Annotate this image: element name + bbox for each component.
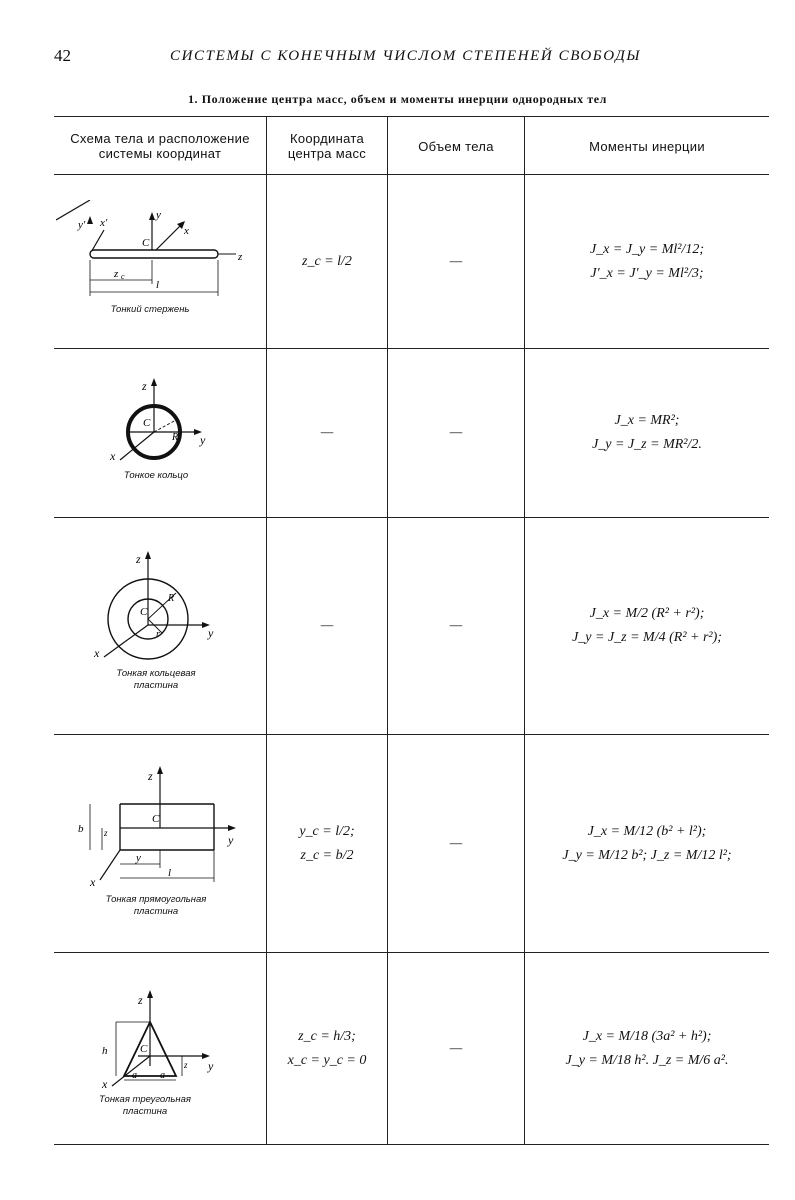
svg-text:R: R: [172, 432, 179, 443]
svg-text:a: a: [160, 1070, 165, 1081]
svg-text:y: y: [156, 209, 161, 221]
triangular-plate-diagram: [56, 986, 264, 1092]
triangular-plate-center-of-mass: [267, 953, 387, 1144]
svg-text:x′: x′: [100, 217, 108, 229]
table-caption: 1. Положение центра масс, объем и моменты инерции однородных тел: [187, 92, 608, 106]
running-header: СИСТЕМЫ С КОНЕЧНЫМ ЧИСЛОМ СТЕПЕНЕЙ СВОБОДЫ: [170, 48, 642, 64]
svg-text:y: y: [208, 1059, 214, 1073]
dash: —: [320, 425, 334, 440]
svg-text:z: z: [114, 268, 119, 280]
dash: —: [449, 425, 463, 440]
svg-text:a: a: [132, 1070, 137, 1081]
svg-text:y: y: [200, 433, 206, 447]
header-scheme: Схема тела и расположение системы координат: [70, 131, 250, 161]
svg-text:y′: y′: [78, 219, 86, 231]
svg-text:C: C: [140, 1043, 148, 1055]
formula: y_c = l/2;: [299, 823, 355, 839]
formula: J_x = MR²;: [614, 413, 680, 428]
formula: J_x = M/2 (R² + r²);: [589, 606, 705, 621]
annular-plate-moments: [525, 518, 769, 734]
formula: J_x = J_y = Ml²/12;: [589, 241, 705, 257]
table-bottom-rule: [54, 1144, 769, 1145]
ring-moments: [525, 349, 769, 517]
ring-center-of-mass: [267, 349, 387, 517]
svg-text:R: R: [168, 593, 175, 604]
svg-text:x: x: [90, 875, 96, 889]
ring-caption: Тонкое кольцо: [123, 470, 189, 481]
dash: —: [320, 618, 334, 633]
annular-plate-volume: [388, 518, 524, 734]
ring-diagram: [56, 368, 264, 468]
ring-volume: [388, 349, 524, 517]
svg-text:x: x: [94, 646, 100, 660]
triangular-plate-caption: Тонкая треугольная пластина: [99, 1094, 191, 1117]
svg-text:C: C: [140, 606, 148, 618]
dash: —: [449, 253, 463, 269]
svg-text:x: x: [184, 225, 189, 237]
formula: J_x = M/12 (b² + l²);: [587, 823, 707, 839]
dash: —: [449, 1040, 463, 1056]
svg-text:y: y: [208, 626, 214, 640]
formula: z_c = b/2: [300, 847, 354, 863]
svg-text:C: C: [143, 417, 151, 429]
rectangular-plate-caption: Тонкая прямоугольная пластина: [105, 894, 207, 917]
annular-plate-diagram: [56, 545, 264, 665]
formula: x_c = y_c = 0: [287, 1052, 367, 1068]
formula: J_y = J_z = M/4 (R² + r²);: [572, 630, 722, 645]
svg-text:C: C: [152, 813, 160, 825]
formula: z_c = h/3;: [298, 1028, 356, 1044]
svg-text:z: z: [138, 993, 143, 1007]
svg-text:z: z: [148, 769, 153, 783]
formula: J_y = M/18 h². J_z = M/6 a².: [565, 1052, 729, 1068]
header-moments: Моменты инерции: [589, 139, 705, 154]
svg-text:x: x: [110, 449, 116, 463]
svg-text:z: z: [142, 379, 147, 393]
svg-text:r: r: [156, 629, 160, 640]
svg-text:x: x: [102, 1077, 108, 1091]
svg-text:C: C: [142, 237, 150, 249]
svg-text:l: l: [156, 279, 160, 291]
svg-text:y: y: [228, 833, 234, 847]
svg-text:z: z: [238, 251, 243, 263]
annular-plate-caption: Тонкая кольцевая пластина: [116, 668, 196, 691]
page-number: 42: [54, 46, 71, 65]
rod-volume: [388, 175, 524, 348]
rectangular-plate-moments: [525, 735, 769, 952]
triangular-plate-volume: [388, 953, 524, 1144]
rectangular-plate-center-of-mass: [267, 735, 387, 952]
rectangular-plate-diagram: [56, 762, 264, 892]
svg-text:y: y: [136, 852, 141, 864]
annular-plate-center-of-mass: [267, 518, 387, 734]
dash: —: [449, 835, 463, 851]
svg-text:b: b: [78, 823, 84, 835]
table-top-rule: [54, 116, 769, 117]
formula: J_x = M/18 (3a² + h²);: [582, 1028, 712, 1044]
formula: J_y = M/12 b²; J_z = M/12 l²;: [562, 847, 732, 863]
formula: z_c = l/2: [302, 253, 352, 269]
rod-center-of-mass: [267, 175, 387, 348]
svg-text:z: z: [104, 828, 108, 838]
svg-text:h: h: [102, 1045, 108, 1057]
header-center-of-mass: Координата центра масс: [287, 131, 367, 161]
svg-text:l: l: [168, 867, 172, 879]
rod-moments: [525, 175, 769, 348]
rod-caption: Тонкий стержень: [110, 304, 190, 315]
svg-text:z: z: [136, 552, 141, 566]
svg-text:z: z: [184, 1060, 188, 1070]
dash: —: [449, 618, 463, 633]
formula: J_y = J_z = MR²/2.: [592, 437, 702, 452]
rod-diagram: [56, 200, 264, 310]
formula: J′_x = J′_y = Ml²/3;: [590, 265, 704, 281]
rectangular-plate-volume: [388, 735, 524, 952]
header-volume: Объем тела: [418, 139, 494, 154]
triangular-plate-moments: [525, 953, 769, 1144]
svg-text:c: c: [121, 272, 125, 281]
